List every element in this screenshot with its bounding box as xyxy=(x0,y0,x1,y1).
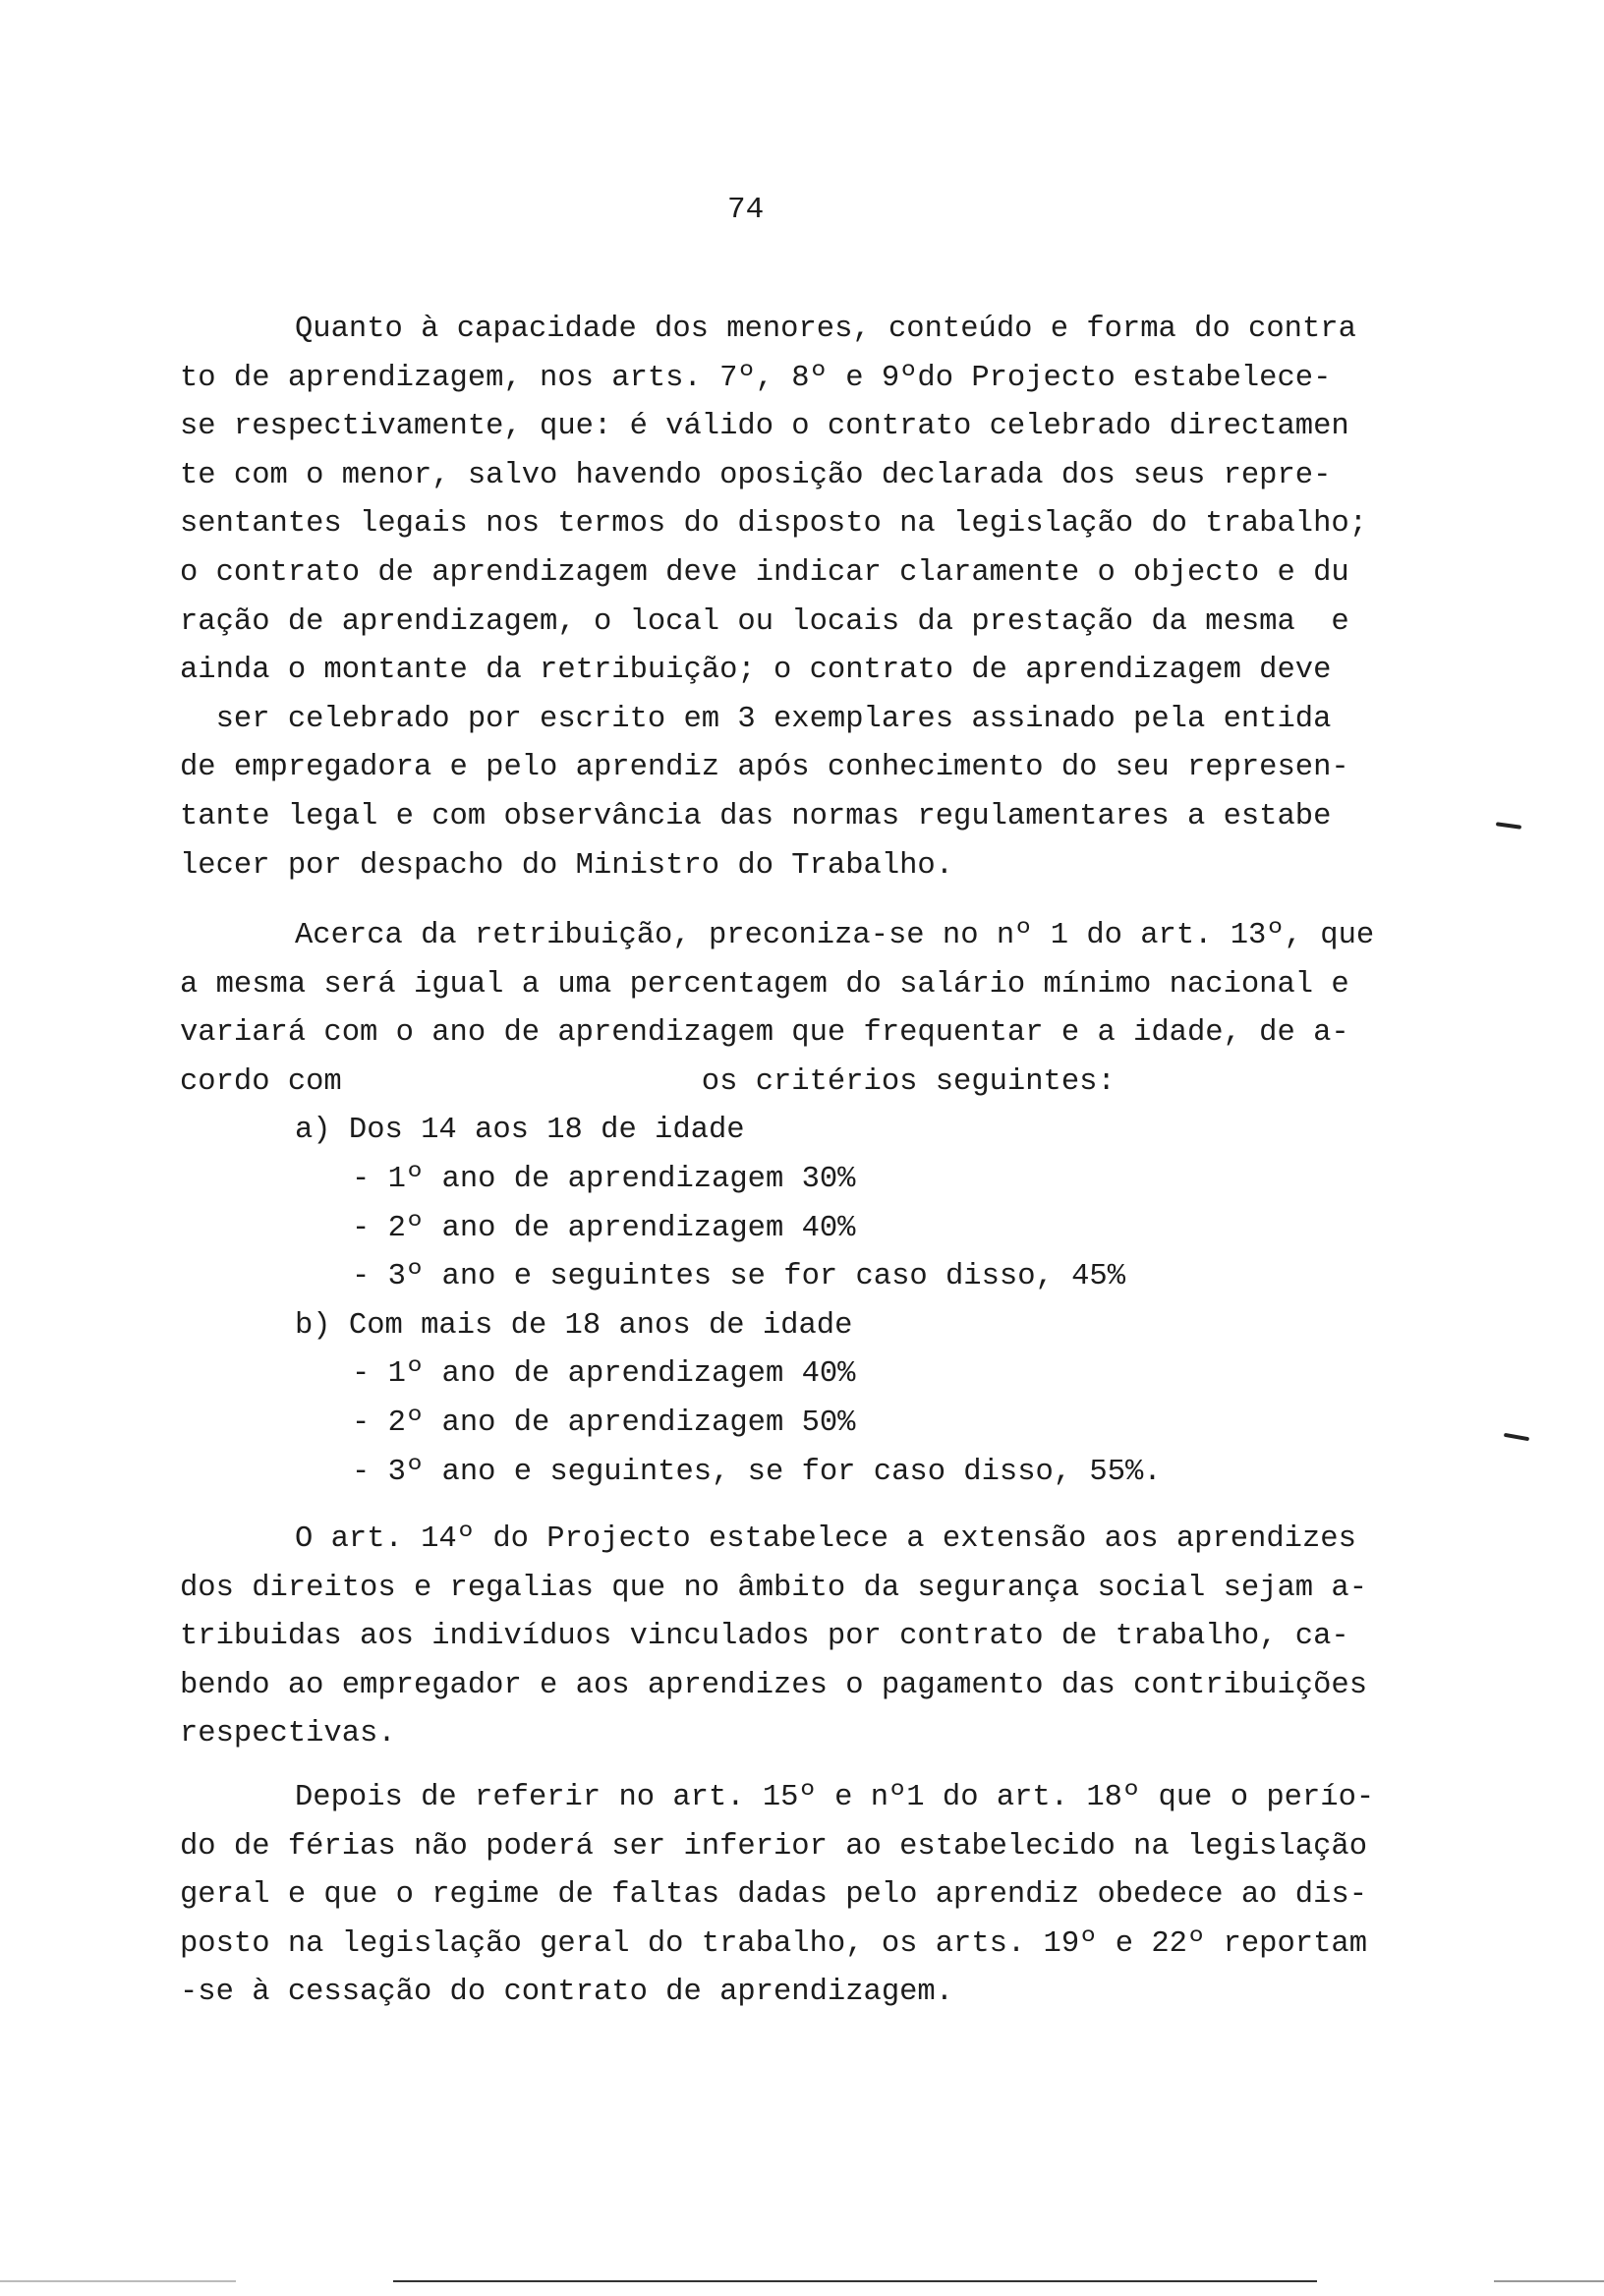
text-line: Quanto à capacidade dos menores, conteúdo e forma do contra xyxy=(295,313,1356,346)
text-line: Depois de referir no art. 15º e nº1 do art. 18º que o perío- xyxy=(295,1781,1375,1814)
text-line: respectivas. xyxy=(180,1717,396,1751)
text-line: O art. 14º do Projecto estabelece a extensão aos aprendizes xyxy=(295,1522,1356,1556)
text-line: bendo ao empregador e aos aprendizes o pagamento das contribuições xyxy=(180,1668,1367,1702)
margin-mark xyxy=(1496,822,1521,830)
paragraph-seguranca-social xyxy=(180,1516,1467,1759)
text-line: de empregadora e pelo aprendiz após conhecimento do seu represen- xyxy=(180,751,1349,785)
text-line: variará com o ano de aprendizagem que frequentar e a idade, de a- xyxy=(180,1016,1349,1051)
paragraph-retribuicao xyxy=(180,912,1467,1497)
text-line: se respectivamente, que: é válido o contrato celebrado directamen xyxy=(180,410,1349,444)
text-line: tribuidas aos indivíduos vinculados por contrato de trabalho, ca- xyxy=(180,1620,1349,1654)
text-line: to de aprendizagem, nos arts. 7º, 8º e 9ºdo Projecto estabelece- xyxy=(180,361,1332,395)
text-line: dos direitos e regalias que no âmbito da segurança social sejam a- xyxy=(180,1571,1367,1605)
text-line: cordo com os critérios seguintes: xyxy=(180,1064,1116,1099)
text-line: Acerca da retribuição, preconiza-se no nº 1 do art. 13º, que xyxy=(295,919,1375,952)
text-line: o contrato de aprendizagem deve indicar claramente o objecto e du xyxy=(180,555,1349,590)
list-item: - 2º ano de aprendizagem 50% xyxy=(352,1406,856,1440)
text-line: sentantes legais nos termos do disposto na legislação do trabalho; xyxy=(180,507,1367,542)
text-line: ração de aprendizagem, o local ou locais da prestação da mesma e xyxy=(180,604,1349,639)
paragraph-capacidade xyxy=(180,306,1467,890)
list-item: - 1º ano de aprendizagem 30% xyxy=(352,1162,856,1196)
text-line: geral e que o regime de faltas dadas pelo aprendiz obedece ao dis- xyxy=(180,1878,1367,1913)
list-item: - 1º ano de aprendizagem 40% xyxy=(352,1357,856,1392)
margin-mark xyxy=(1504,1433,1529,1441)
text-line: do de férias não poderá ser inferior ao estabelecido na legislação xyxy=(180,1829,1367,1864)
text-line: -se à cessação do contrato de aprendizagem. xyxy=(180,1976,954,2010)
text-line: ainda o montante da retribuição; o contrato de aprendizagem deve xyxy=(180,654,1332,688)
text-line: ser celebrado por escrito em 3 exemplares assinado pela entida xyxy=(180,702,1332,736)
list-heading-b: b) Com mais de 18 anos de idade xyxy=(295,1308,853,1343)
list-item: - 2º ano de aprendizagem 40% xyxy=(352,1211,856,1245)
list-heading-a: a) Dos 14 aos 18 de idade xyxy=(295,1114,745,1148)
text-line: te com o menor, salvo havendo oposição declarada dos seus repre- xyxy=(180,458,1332,492)
text-line: tante legal e com observância das normas regulamentares a estabe xyxy=(180,799,1332,833)
text-line: a mesma será igual a uma percentagem do salário mínimo nacional e xyxy=(180,967,1349,1002)
paragraph-ferias xyxy=(180,1774,1467,2018)
text-line: posto na legislação geral do trabalho, os arts. 19º e 22º reportam xyxy=(180,1926,1367,1961)
bottom-scan-line xyxy=(0,2280,1604,2282)
text-line: lecer por despacho do Ministro do Trabalho. xyxy=(180,848,954,883)
list-item: - 3º ano e seguintes se for caso disso, 45% xyxy=(352,1260,1126,1294)
list-item: - 3º ano e seguintes, se for caso disso, 55%. xyxy=(352,1455,1162,1489)
page-number: 74 xyxy=(727,193,765,227)
